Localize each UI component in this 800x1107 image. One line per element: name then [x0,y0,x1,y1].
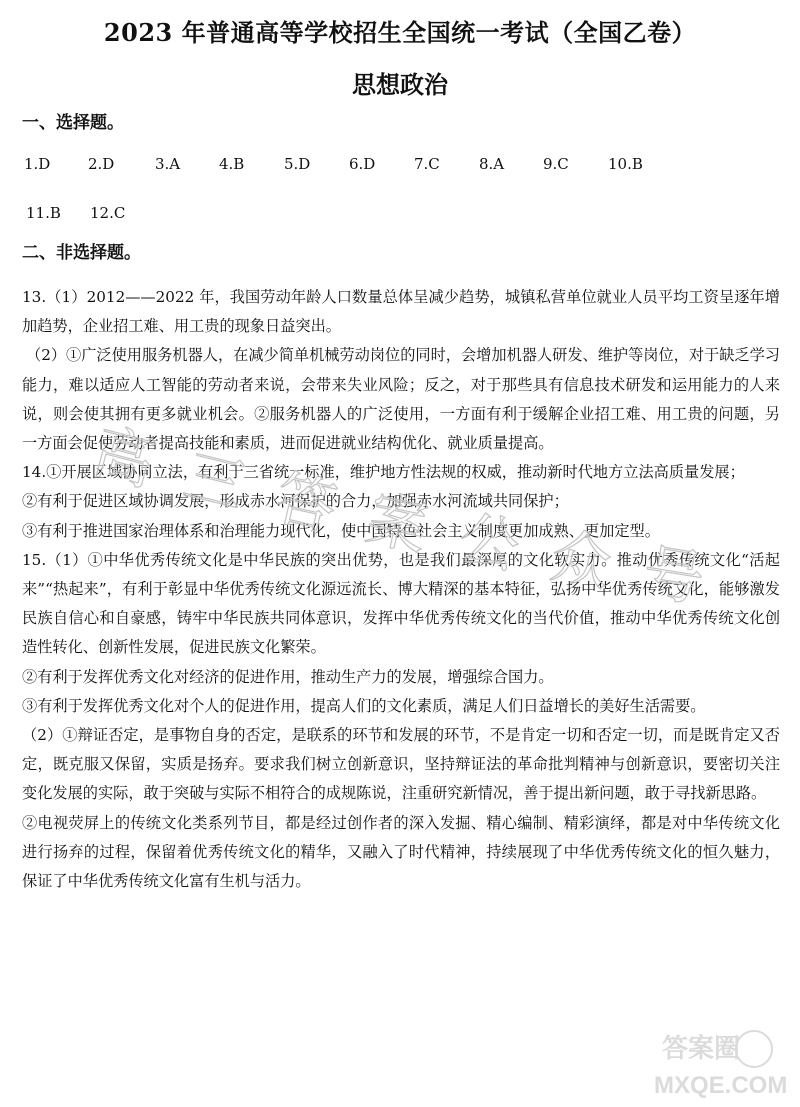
answer-body [22,283,780,896]
logo-site-text: MXQE.COM [654,1072,788,1099]
answer-paragraph: （2）①辩证否定，是事物自身的否定，是联系的环节和发展的环节，不是肯定一切和否定一切，而是既肯定又否定，既克服又保留，实质是扬弃。要求我们树立创新意识，坚持辩证法的革命批判精神与创新意识，要密切关注变化发展的实际，敢于突破与实际不相符合的成规陈说，注重研究新情况，善于提出新问题，敢于寻找新思路。 [22,726,780,803]
answer-item: 12.C [90,204,126,222]
answer-item: 7.C [414,155,440,173]
section-heading-open: 二、非选择题。 [22,243,141,263]
site-logo [642,1019,792,1101]
section-heading-choice: 一、选择题。 [22,113,124,133]
answer-paragraph: ②有利于发挥优秀文化对经济的促进作用，推动生产力的发展，增强综合国力。 [22,667,554,686]
answer-item: 6.D [349,155,376,173]
document-subject: 思想政治 [352,70,448,99]
answer-paragraph: ③有利于发挥优秀文化对个人的促进作用，提高人们的文化素质，满足人们日益增长的美好生活需要。 [22,696,706,715]
answer-paragraph: ②有利于促进区域协调发展，形成赤水河保护的合力，加强赤水河流域共同保护； [22,492,569,511]
logo-text: 答案圈 [662,1033,741,1063]
watermark-text: 高三答案公众号 [86,417,742,620]
answer-item: 3.A [155,155,181,173]
answer-paragraph: 15.（1）①中华优秀传统文化是中华民族的突出优势，也是我们最深厚的文化软实力。推动优秀传统文化“活起来”“热起来”，有利于彰显中华优秀传统文化源远流长、博大精深的基本特征，弘扬中华优秀传统文化，能够激发民族自信心和自豪感，铸牢中华民族共同体意识，发挥中华优秀传统文化的当代价值，推动中华优秀传统文化创造性转化、创新性发展，促进民族文化繁荣。 [22,550,780,657]
answer-item: 10.B [608,155,643,173]
document-title: 2023 年普通高等学校招生全国统一考试（全国乙卷） [103,18,697,47]
answer-paragraph: ③有利于推进国家治理体系和治理能力现代化，使中国特色社会主义制度更加成熟、更加定型。 [22,521,660,540]
answer-item: 2.D [88,155,115,173]
answer-item: 5.D [284,155,311,173]
answer-item: 1.D [24,155,51,173]
answer-item: 4.B [219,155,245,173]
answer-item: 9.C [543,155,569,173]
answer-item: 11.B [26,204,61,222]
answer-paragraph: 14.①开展区域协同立法，有利于三省统一标准，维护地方性法规的权威，推动新时代地方立法高质量发展； [22,463,745,482]
answer-item: 8.A [479,155,505,173]
answer-paragraph: （2）①广泛使用服务机器人，在减少简单机械劳动岗位的同时，会增加机器人研发、维护等岗位，对于缺乏学习能力，难以适应人工智能的劳动者来说，会带来失业风险；反之，对于那些具有信息技术研发和运用能力的人来说，则会使其拥有更多就业机会。②服务机器人的广泛使用，一方面有利于缓解企业招工难、用工贵的问题，另一方面会促使劳动者提高技能和素质，进而促进就业结构优化、就业质量提高。 [22,346,780,453]
answer-paragraph: 13.（1）2012——2022 年，我国劳动年龄人口数量总体呈减少趋势，城镇私营单位就业人员平均工资呈逐年增加趋势，企业招工难、用工贵的现象日益突出。 [22,288,780,336]
answer-paragraph: ②电视荧屏上的传统文化类系列节目，都是经过创作者的深入发掘、精心编制、精彩演绎，都是对中华传统文化进行扬弃的过程，保留着优秀传统文化的精华，又融入了时代精神，持续展现了中华优秀传统文化的恒久魅力，保证了中华优秀传统文化富有生机与活力。 [22,813,780,891]
